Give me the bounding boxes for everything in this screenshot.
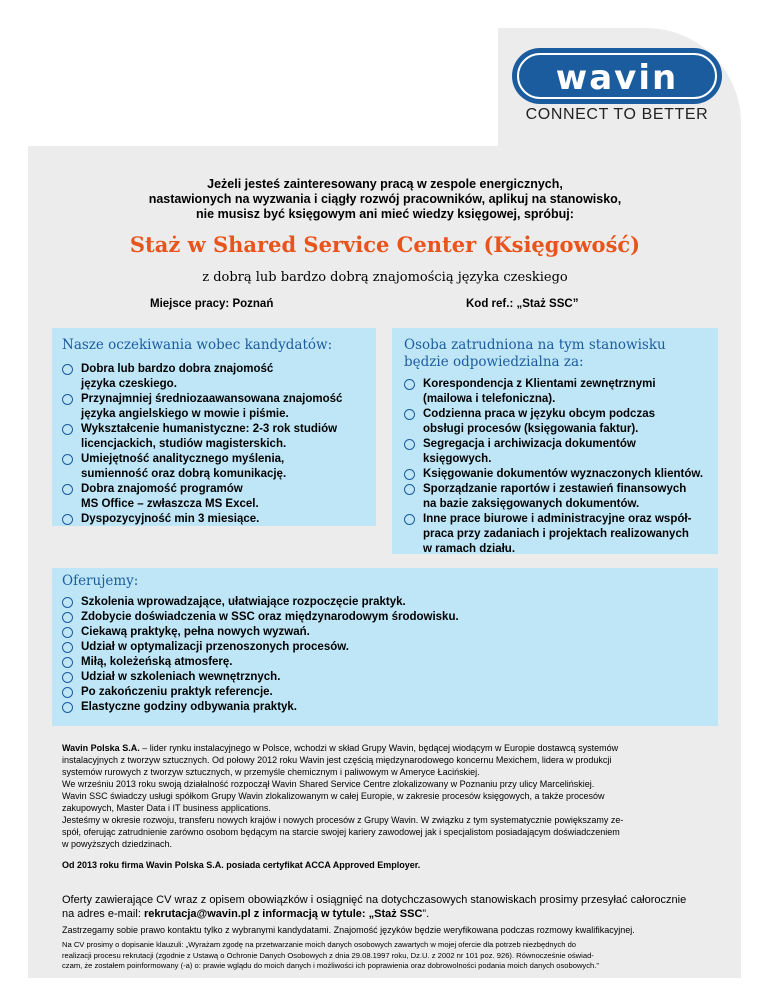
work-location: Miejsce pracy: Poznań [150,298,274,310]
responsibility-item: Sporządzanie raportów i zestawień finansowych na bazie zaksięgowanych dokumentów. [404,482,714,512]
bullet-circle-icon [62,642,73,653]
tagline: CONNECT TO BETTER [525,106,709,123]
responsibility-item: Korespondencja z Klientami zewnętrznymi (mailowa i telefoniczna). [404,377,714,407]
bullet-circle-icon [404,379,415,390]
intro-text: Jeżeli jesteś zainteresowany pracą w zespole energicznych, nastawionych na wyzwania i ciągły rozwój pracowników, aplikuj na stanowisko, nie musisz być księgowym ani mieć wiedzy księgowej, spróbuj: [148,177,622,221]
bullet-circle-icon [62,702,73,713]
bullet-circle-icon [404,514,415,525]
expectation-item: Wykształcenie humanistyczne: 2-3 rok studiów licencjackich, studiów magisterskich. [62,422,372,452]
bullet-circle-icon [62,627,73,638]
application-instructions: Oferty zawierające CV wraz z opisem obowiązków i osiągnięć na dotychczasowych stanowiskach prosimy przesyłać całorocznie na adres e-mail: rekrutacja@wavin.pl z informacją w tytule: „Staż SSC”. [62,894,687,920]
responsibility-item: Inne prace biurowe i administracyjne oraz współ- praca przy zadaniach i projektach realizowanych w ramach działu. [404,512,714,557]
bullet-circle-icon [62,424,73,435]
responsibilities-list [404,377,714,557]
offer-item: Udział w optymalizacji przenoszonych procesów. [62,640,702,655]
offer-item: Udział w szkoleniach wewnętrznych. [62,670,702,685]
offer-item: Po zakończeniu praktyk referencje. [62,685,702,700]
responsibility-item: Segregacja i archiwizacja dokumentów księgowych. [404,437,714,467]
contact-note: Zastrzegamy sobie prawo kontaktu tylko z wybranymi kandydatami. Znajomość języków będzie weryfikowana podczas rozmowy kwalifikacyjnej. [62,925,635,935]
offer-item: Miłą, koleżeńską atmosferę. [62,655,702,670]
offer-item: Zdobycie doświadczenia w SSC oraz międzynarodowym środowisku. [62,610,702,625]
privacy-clause: Na CV prosimy o dopisanie klauzuli: „Wyrażam zgodę na przetwarzanie moich danych osobowych zawartych w mojej ofercie dla potrzeb niezbędnych do realizacji procesu rekrutacji (zgodnie z Ustawą o Ochronie Danych Osobowych z dnia 29.08.1997 roku, Dz.U. z 2002 nr 101 poz. 926). Równocześnie oświad- czam, że zostałem poinformowany (-a) o: prawie wglądu do moich danych i możliwości ich poprawienia oraz dobrowolności podania moich danych osobowych.” [62,940,599,970]
company-paragraph-3: Jesteśmy w okresie rozwoju, transferu nowych krajów i nowych procesów z Grupy Wavin. W związku z tym systematycznie powiększamy ze- spół, oferując zatrudnienie zarówno osobom będącym na starcie swojej kariery zawodowej jak i specjalistom posiadającym doświadczeniem w powyższych dziedzinach. [62,815,624,849]
expectations-list [62,362,372,527]
job-subtitle: z dobrą lub bardzo dobrą znajomością języka czeskiego [202,270,568,285]
certificate-note: Od 2013 roku firma Wavin Polska S.A. posiada certyfikat ACCA Approved Employer. [62,860,421,870]
offer-list [62,595,702,715]
bullet-circle-icon [62,394,73,405]
offer-item: Elastyczne godziny odbywania praktyk. [62,700,702,715]
bullet-circle-icon [62,454,73,465]
offer-heading: Oferujemy: [62,573,139,589]
expectation-item: Przynajmniej średniozaawansowana znajomość języka angielskiego w mowie i piśmie. [62,392,372,422]
expectation-item: Dobra znajomość programów MS Office – zwłaszcza MS Excel. [62,482,372,512]
bullet-circle-icon [62,612,73,623]
reference-code: Kod ref.: „Staż SSC” [466,298,579,310]
bullet-circle-icon [62,364,73,375]
company-paragraph-1: Wavin Polska S.A. – lider rynku instalacyjnego w Polsce, wchodzi w skład Grupy Wavin, będącej wiodącym w Europie dostawcą systemów instalacyjnych z tworzyw sztucznych. Od połowy 2012 roku Wavin jest częścią międzynarodowego koncernu Mexichem, lidera w produkcji systemów rurowych z tworzyw sztucznych, w przemyśle chemicznym i paliwowym w Ameryce Łacińskiej. [62,743,619,777]
expectation-item: Dyspozycyjność min 3 miesiące. [62,512,372,527]
company-paragraph-2: We wrześniu 2013 roku swoją działalność rozpoczął Wavin Shared Service Centre zlokalizowany w Poznaniu przy ulicy Marcelińskiej. Wavin SSC świadczy usługi spółkom Grupy Wavin zlokalizowanym w całej Europie, w zakresie procesów księgowych, a także procesów zakupowych, Master Data i IT business applications. [62,779,605,813]
bullet-circle-icon [404,439,415,450]
logo-text: wavin [555,58,679,98]
offer-item: Szkolenia wprowadzające, ułatwiające rozpoczęcie praktyk. [62,595,702,610]
email-address: rekrutacja@wavin.pl z informacją w tytule: „Staż SSC [143,908,423,920]
responsibility-item: Codzienna praca w języku obcym podczas obsługi procesów (księgowania faktur). [404,407,714,437]
bullet-circle-icon [404,484,415,495]
bullet-circle-icon [404,409,415,420]
bullet-circle-icon [62,687,73,698]
expectations-heading: Nasze oczekiwania wobec kandydatów: [62,337,333,353]
responsibility-item: Księgowanie dokumentów wyznaczonych klientów. [404,467,714,482]
company-description [62,742,712,850]
header-cutout [28,28,498,146]
bullet-circle-icon [62,514,73,525]
bullet-circle-icon [62,484,73,495]
responsibilities-heading: Osoba zatrudniona na tym stanowisku będzie odpowiedzialna za: [404,337,666,370]
expectation-item: Dobra lub bardzo dobra znajomość języka czeskiego. [62,362,372,392]
bullet-circle-icon [62,597,73,608]
offer-item: Ciekawą praktykę, pełna nowych wyzwań. [62,625,702,640]
job-title: Staż w Shared Service Center (Księgowość) [129,232,641,257]
bullet-circle-icon [62,672,73,683]
bullet-circle-icon [404,469,415,480]
bullet-circle-icon [62,657,73,668]
expectation-item: Umiejętność analitycznego myślenia, sumienność oraz dobrą komunikację. [62,452,372,482]
